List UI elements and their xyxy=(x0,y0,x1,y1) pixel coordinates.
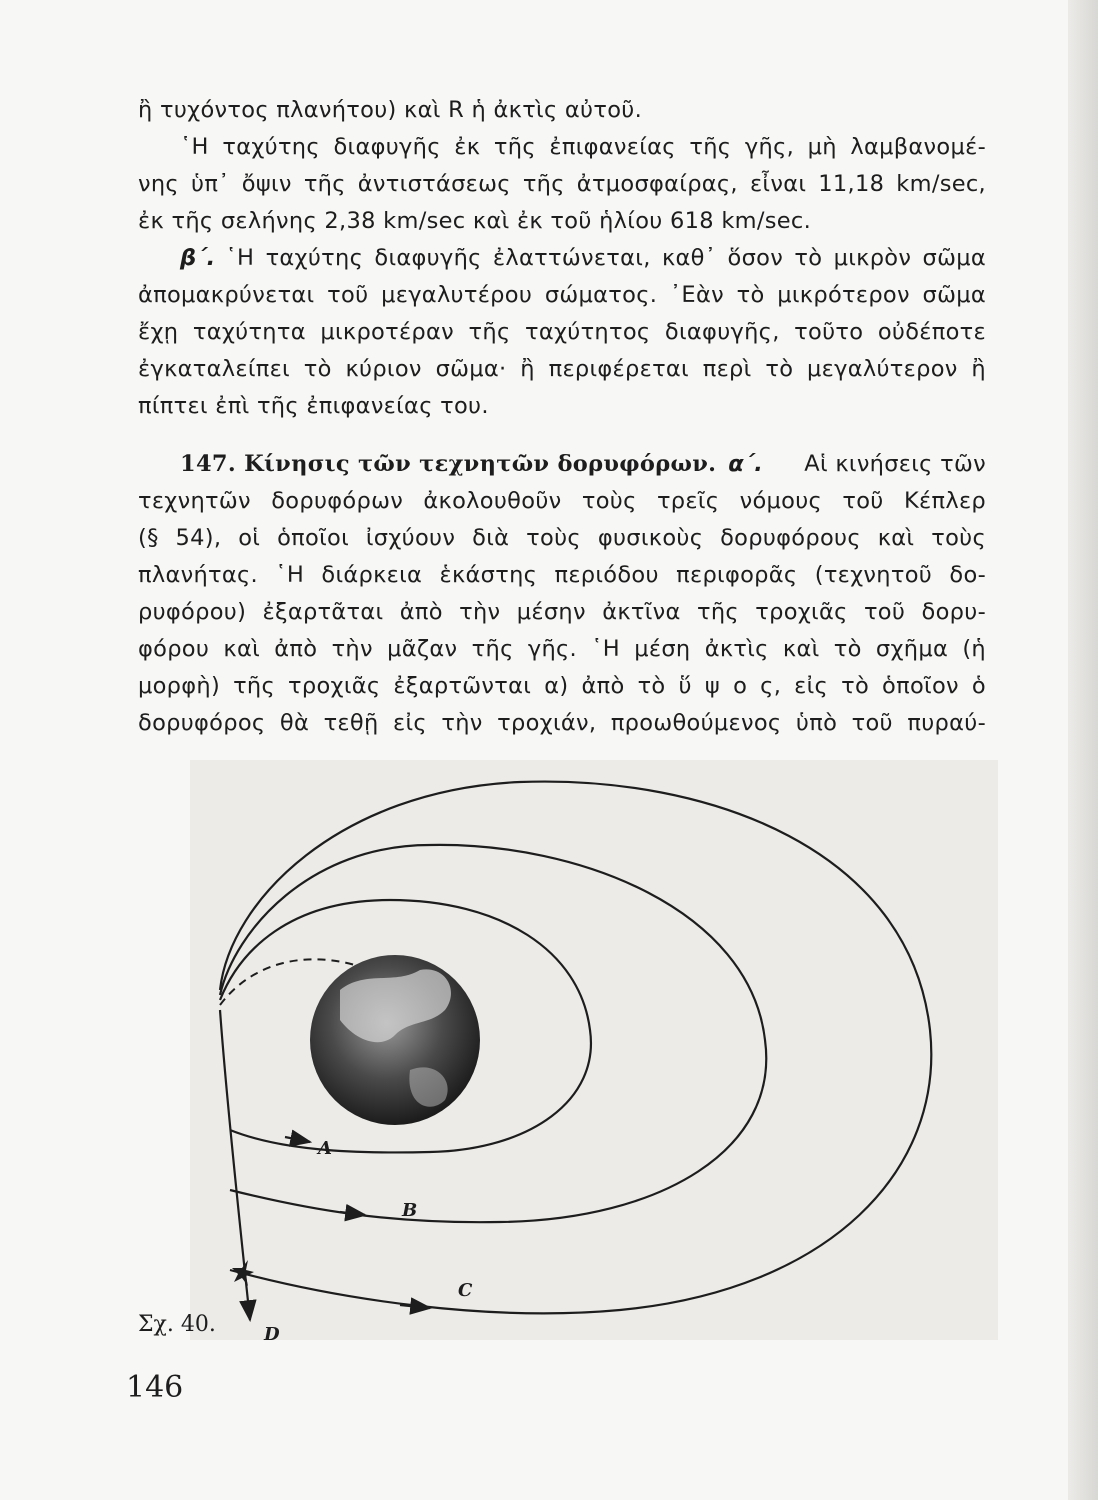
figure-caption: Σχ. 40. xyxy=(138,1312,216,1337)
label-b: B xyxy=(402,1200,418,1221)
text-line: δορυφόρος θὰ τεθῇ εἰς τὴν τροχιάν, προωθούμενος ὑπὸ τοῦ πυραύ- xyxy=(138,710,986,736)
label-d: D xyxy=(264,1324,280,1345)
section-heading: 147. Κίνησις τῶν τεχνητῶν δορυφόρων. xyxy=(180,451,717,477)
label-a: A xyxy=(318,1138,332,1159)
page-number: 146 xyxy=(126,1370,184,1405)
text-line xyxy=(138,240,986,277)
text-line: πλανήτας. ῾Η διάρκεια ἑκάστης περιόδου περιφορᾶς (τεχνητοῦ δο- xyxy=(138,562,986,588)
text-line: ῾Η ταχύτης διαφυγῆς ἐκ τῆς ἐπιφανείας τῆς γῆς, μὴ λαμβανομέ- xyxy=(180,134,986,160)
label-c: C xyxy=(458,1280,473,1301)
section-heading-line xyxy=(138,446,986,483)
text-line: μορφὴ) τῆς τροχιᾶς ἐξαρτῶνται α) ἀπὸ τὸ ὕ ψ ο ς, εἰς τὸ ὁποῖον ὁ xyxy=(138,673,986,699)
text-line: ἢ τυχόντος πλανήτου) καὶ R ἡ ἀκτὶς αὐτοῦ. xyxy=(138,97,643,123)
text-line: νης ὑπ᾽ ὄψιν τῆς ἀντιστάσεως τῆς ἀτμοσφαίρας, εἶναι 11,18 km/sec, xyxy=(138,171,986,197)
figure-satellite-orbits xyxy=(190,750,998,1350)
text-line: (§ 54), οἱ ὁποῖοι ἰσχύουν διὰ τοὺς φυσικοὺς δορυφόρους καὶ τοὺς xyxy=(138,525,986,551)
text-segment: ῾Η ταχύτης διαφυγῆς ἐλαττώνεται, καθ᾽ ὅσον τὸ μικρὸν σῶμα xyxy=(225,245,986,271)
paragraph-escape-velocity xyxy=(138,92,986,240)
text-line: ἀπομακρύνεται τοῦ μεγαλυτέρου σώματος. ᾽Εὰν τὸ μικρότερον σῶμα xyxy=(138,282,986,308)
text-line: ἔχῃ ταχύτητα μικροτέραν τῆς ταχύτητος διαφυγῆς, τοῦτο οὐδέποτε xyxy=(138,319,986,345)
text-line: ἐκ τῆς σελήνης 2,38 km/sec καὶ ἐκ τοῦ ἡλίου 618 km/sec. xyxy=(138,208,812,234)
text-segment: Αἱ κινήσεις τῶν xyxy=(804,451,986,477)
page-edge-shadow xyxy=(1068,0,1098,1500)
text-line: ρυφόρου) ἐξαρτᾶται ἀπὸ τὴν μέσην ἀκτῖνα τῆς τροχιᾶς τοῦ δορυ- xyxy=(138,599,986,625)
text-line: φόρου καὶ ἀπὸ τὴν μᾶζαν τῆς γῆς. ῾Η μέση ἀκτὶς καὶ τὸ σχῆμα (ἡ xyxy=(138,636,986,662)
text-line: τεχνητῶν δορυφόρων ἀκολουθοῦν τοὺς τρεῖς νόμους τοῦ Κέπλερ xyxy=(138,488,986,514)
section-147 xyxy=(138,446,986,742)
paragraph-marker: β΄. xyxy=(180,245,216,271)
paragraph-beta xyxy=(138,240,986,425)
text-line: ἐγκαταλείπει τὸ κύριον σῶμα· ἢ περιφέρεται περὶ τὸ μεγαλύτερον ἢ xyxy=(138,356,986,382)
section-marker: α΄. xyxy=(728,451,764,477)
text-line: πίπτει ἐπὶ τῆς ἐπιφανείας του. xyxy=(138,393,489,419)
orbit-diagram xyxy=(190,750,998,1350)
